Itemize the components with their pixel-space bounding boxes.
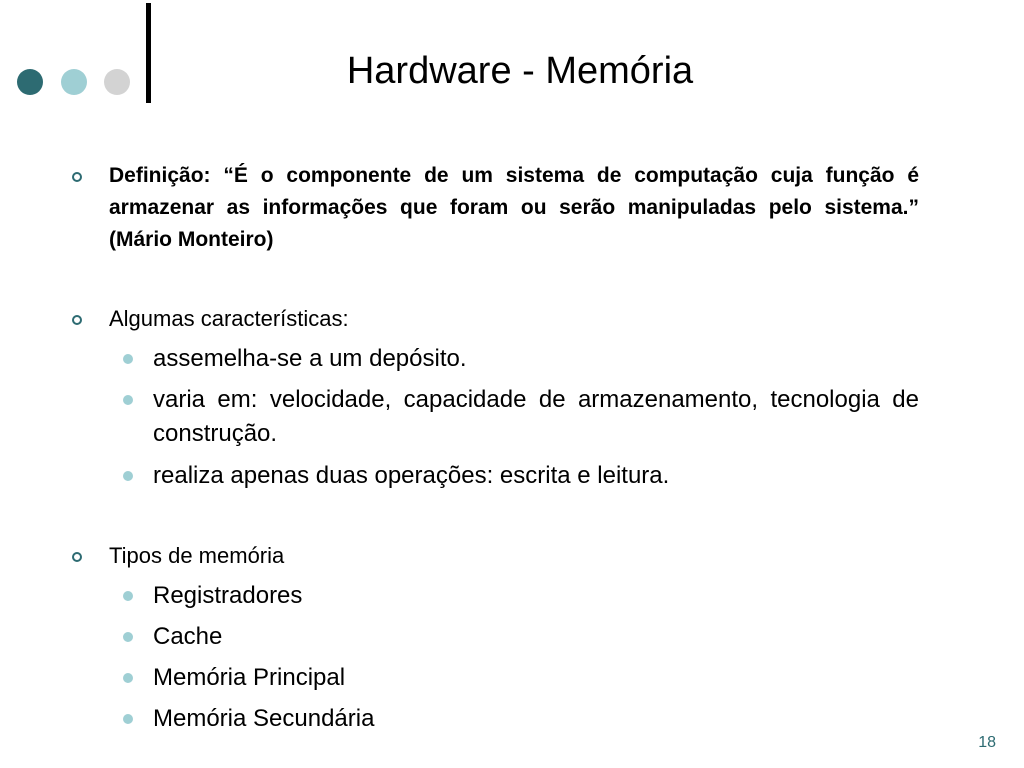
characteristics-heading: Algumas características: xyxy=(109,306,349,331)
characteristic-item: realiza apenas duas operações: escrita e leitura. xyxy=(153,462,670,489)
bullet-ring-icon xyxy=(72,315,82,325)
bullet-dot-icon xyxy=(123,354,133,364)
memory-types-heading: Tipos de memória xyxy=(109,543,285,568)
memory-type-item: Memória Secundária xyxy=(153,705,375,732)
bullet-ring-icon xyxy=(72,552,82,562)
page-number: 18 xyxy=(978,734,996,751)
bullet-dot-icon xyxy=(123,673,133,683)
memory-type-item: Memória Principal xyxy=(153,664,346,691)
bullet-ring-icon xyxy=(72,172,82,182)
characteristic-item: assemelha-se a um depósito. xyxy=(153,345,467,372)
memory-type-item: Registradores xyxy=(153,582,303,609)
bullet-dot-icon xyxy=(123,471,133,481)
bullet-dot-icon xyxy=(123,714,133,724)
bullet-dot-icon xyxy=(123,632,133,642)
definition-text: Definição: “É o componente de um sistema de computação cuja função é armazenar as informações que foram ou serão manipuladas pelo sistema.” (Mário Monteiro) xyxy=(109,164,919,251)
bullet-dot-icon xyxy=(123,395,133,405)
memory-type-item: Cache xyxy=(153,623,223,650)
slide-title: Hardware - Memória xyxy=(346,50,694,92)
characteristic-item: varia em: velocidade, capacidade de armazenamento, tecnologia de construção. xyxy=(153,386,919,447)
bullet-dot-icon xyxy=(123,591,133,601)
